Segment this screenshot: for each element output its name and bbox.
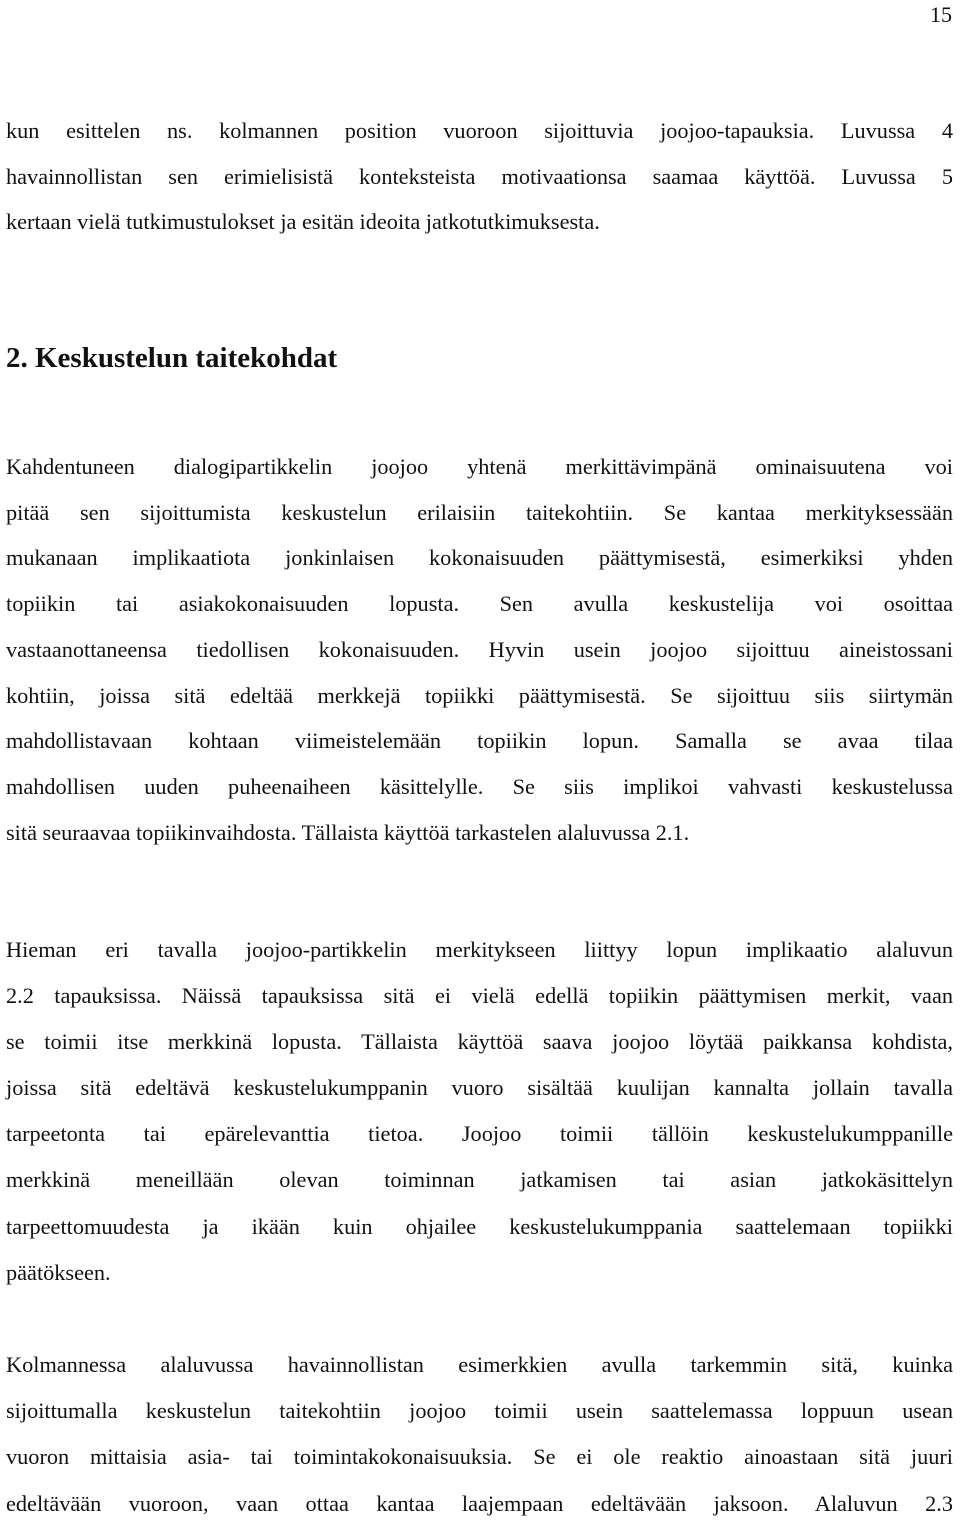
text-line: Kolmannessa alaluvussa havainnollistan esimerkkien avulla tarkemmin sitä, kuinka — [6, 1352, 953, 1377]
body-paragraph-2 — [6, 927, 953, 1296]
text-line: sijoittumalla keskustelun taitekohtiin joojoo toimii usein saattelemassa loppuun usean — [6, 1398, 953, 1424]
text-line: se toimii itse merkkinä lopusta. Tällaista käyttöä saava joojoo löytää paikkansa kohdista, — [6, 1029, 953, 1055]
body-paragraph-1 — [6, 444, 953, 855]
text-line: tarpeetonta tai epärelevanttia tietoa. Joojoo toimii tällöin keskustelukumppanille — [6, 1121, 953, 1147]
section-heading: 2. Keskustelun taitekohdat — [6, 342, 338, 374]
text-line: Kahdentuneen dialogipartikkelin joojoo yhtenä merkittävimpänä ominaisuutena voi — [6, 454, 953, 479]
intro-paragraph — [6, 108, 953, 245]
text-line: kohtiin, joissa sitä edeltää merkkejä topiikki päättymisestä. Se sijoittuu siis siirtymän — [6, 682, 953, 708]
text-line: 2.2 tapauksissa. Näissä tapauksissa sitä ei vielä edellä topiikin päättymisen merkit, vaan — [6, 983, 953, 1009]
text-line: merkkinä meneillään olevan toiminnan jatkamisen tai asian jatkokäsittelyn — [6, 1167, 953, 1193]
text-line: joissa sitä edeltävä keskustelukumppanin vuoro sisältää kuulijan kannalta jollain tavalla — [6, 1075, 953, 1101]
text-line: kertaan vielä tutkimustulokset ja esitän ideoita jatkotutkimuksesta. — [6, 209, 600, 235]
text-line: sitä seuraavaa topiikinvaihdosta. Tällaista käyttöä tarkastelen alaluvussa 2.1. — [6, 819, 690, 845]
text-line: mahdollisen uuden puheenaiheen käsittelylle. Se siis implikoi vahvasti keskustelussa — [6, 773, 953, 799]
text-line: Hieman eri tavalla joojoo-partikkelin merkitykseen liittyy lopun implikaatio alaluvun — [6, 937, 953, 962]
text-line: vuoron mittaisia asia- tai toimintakokonaisuuksia. Se ei ole reaktio ainoastaan sitä juuri — [6, 1444, 953, 1470]
text-line: päätökseen. — [6, 1259, 111, 1285]
text-line: mukanaan implikaatiota jonkinlaisen kokonaisuuden päättymisestä, esimerkiksi yhden — [6, 545, 953, 571]
page-number: 15 — [930, 2, 952, 27]
text-line: mahdollistavaan kohtaan viimeistelemään topiikin lopun. Samalla se avaa tilaa — [6, 728, 953, 754]
text-line: havainnollistan sen erimielisistä konteksteista motivaationsa saamaa käyttöä. Luvussa 5 — [6, 163, 953, 189]
text-line: tarpeettomuudesta ja ikään kuin ohjailee keskustelukumppania saattelemaan topiikki — [6, 1213, 953, 1239]
text-line: pitää sen sijoittumista keskustelun erilaisiin taitekohtiin. Se kantaa merkityksessään — [6, 499, 953, 525]
text-line: vastaanottaneensa tiedollisen kokonaisuuden. Hyvin usein joojoo sijoittuu aineistossani — [6, 636, 953, 662]
text-line: edeltävään vuoroon, vaan ottaa kantaa laajempaan edeltävään jaksoon. Alaluvun 2.3 — [6, 1490, 953, 1516]
body-paragraph-3 — [6, 1342, 953, 1527]
text-line: kun esittelen ns. kolmannen position vuoroon sijoittuvia joojoo-tapauksia. Luvussa 4 — [6, 118, 953, 143]
text-line: topiikin tai asiakokonaisuuden lopusta. Sen avulla keskustelija voi osoittaa — [6, 591, 953, 617]
